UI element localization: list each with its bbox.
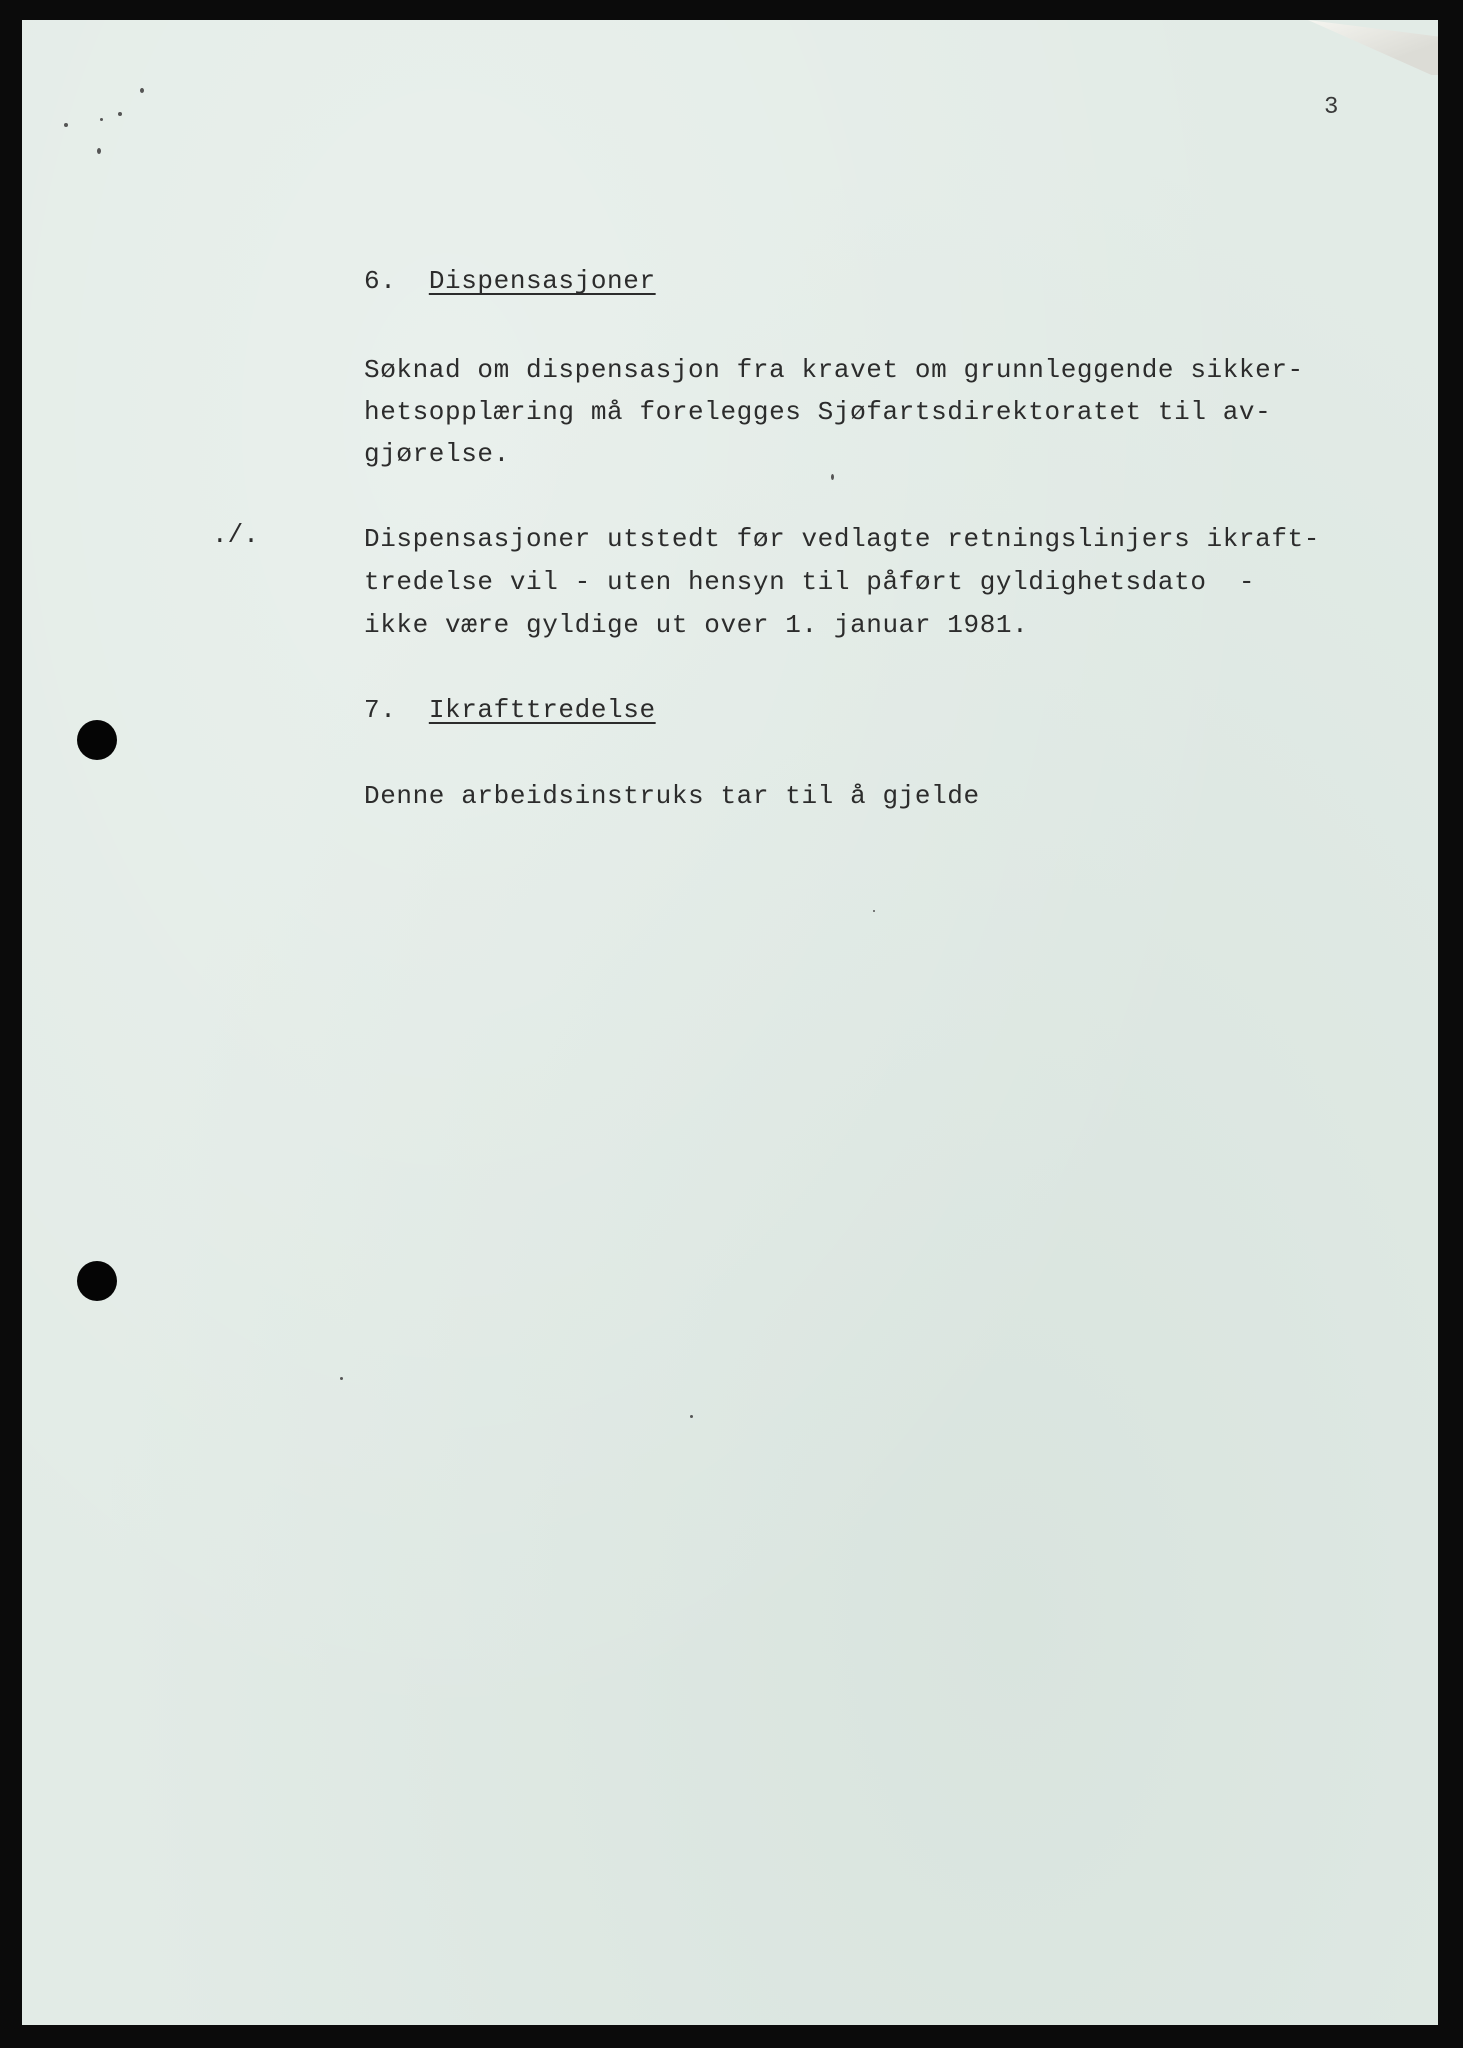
section-6-paragraph-1-line-3: gjørelse. — [364, 439, 510, 469]
speck — [100, 118, 103, 121]
speck — [873, 910, 875, 912]
section-6-paragraph-2-line-2: tredelse vil - uten hensyn til påført gyldighetsdato - — [364, 567, 1256, 597]
section-6-heading — [364, 260, 656, 302]
speck — [118, 112, 122, 116]
speck — [831, 474, 834, 480]
section-6-paragraph-1-line-2: hetsopplæring må forelegges Sjøfartsdirektoratet til av- — [364, 397, 1272, 427]
page-number: 3 — [1324, 94, 1339, 121]
speck — [140, 88, 144, 93]
section-6-paragraph-2-line-1: Dispensasjoner utstedt før vedlagte retningslinjers ikraft- — [364, 524, 1320, 554]
section-6-paragraph-1-line-1: Søknad om dispensasjon fra kravet om grunnleggende sikker- — [364, 355, 1304, 385]
speck — [690, 1415, 693, 1418]
section-7-paragraph-1-line-1: Denne arbeidsinstruks tar til å gjelde — [364, 781, 980, 811]
speck — [97, 148, 101, 154]
section-7-title: Ikrafttredelse — [428, 695, 656, 725]
speck — [64, 123, 68, 127]
folded-corner — [1308, 20, 1438, 75]
section-7-heading — [364, 689, 656, 731]
section-6-paragraph-2-line-3: ikke være gyldige ut over 1. januar 1981. — [364, 610, 1029, 640]
punch-hole-top — [77, 720, 117, 760]
section-6-number: 6. — [364, 266, 397, 296]
section-6-title: Dispensasjoner — [428, 266, 656, 296]
section-7-number: 7. — [364, 695, 397, 725]
document-page — [22, 20, 1438, 2025]
speck — [340, 1377, 343, 1380]
punch-hole-bottom — [77, 1261, 117, 1301]
margin-mark: ./. — [212, 520, 259, 550]
